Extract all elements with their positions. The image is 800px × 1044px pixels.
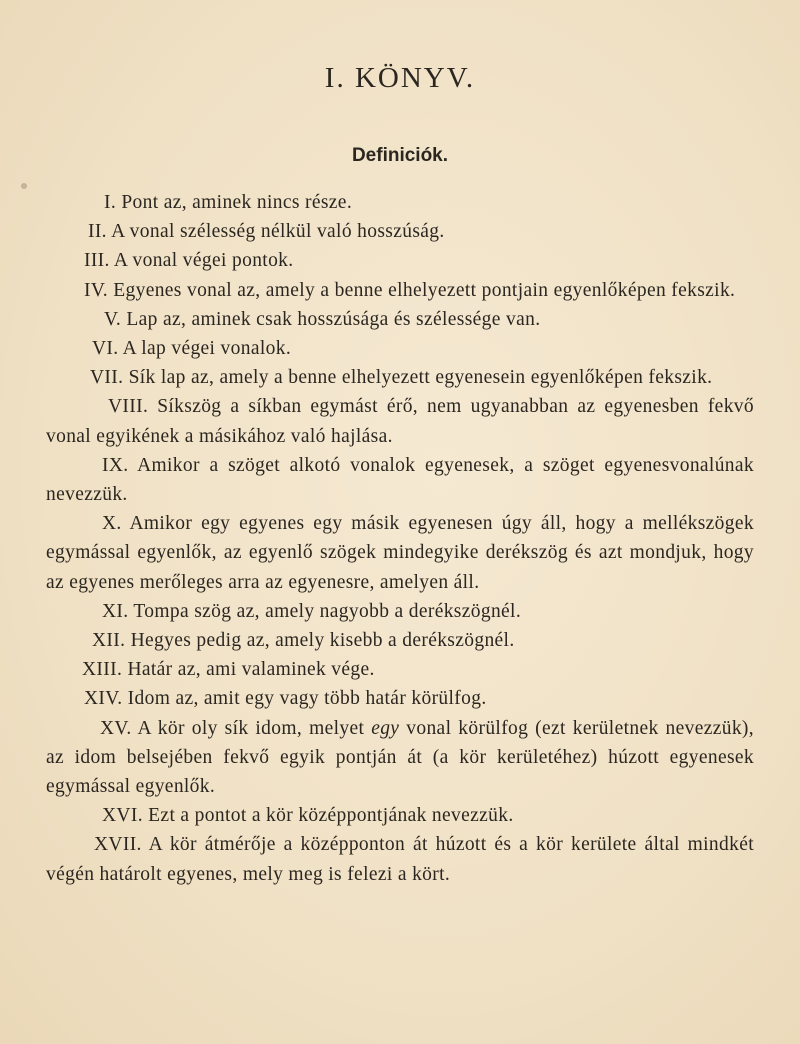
definition-number: V. (104, 308, 122, 330)
definition-text: A kör oly sík idom, melyet (137, 717, 372, 739)
definition-text: Ezt a pontot a kör középpontjának nevezzük. (148, 805, 514, 827)
definition-text: Sík lap az, amely a benne elhelyezett egyenesein egyenlőképen fekszik. (128, 367, 713, 389)
definition-item (46, 655, 754, 684)
definition-number: XIV. (84, 688, 123, 710)
definition-text: Egyenes vonal az, amely a benne elhelyezett pontjain egyenlőképen fekszik. (113, 279, 736, 301)
definitions-list (46, 188, 754, 889)
definition-number: XIII. (82, 659, 123, 681)
definition-number: II. (88, 221, 107, 243)
definition-number: XV. (100, 717, 132, 739)
section-heading: Definiciók. (351, 145, 449, 166)
definition-text: Lap az, aminek csak hosszúsága és szélessége van. (126, 308, 541, 330)
definition-number: X. (102, 513, 122, 535)
definition-text: Határ az, ami valaminek vége. (127, 659, 375, 681)
definition-text: A lap végei vonalok. (122, 338, 292, 360)
definition-item (46, 451, 754, 509)
definition-text: Tompa szög az, amely nagyobb a derékszögnél. (133, 600, 522, 622)
definition-text-continued: vonal körülfog (ezt kerületnek nevezzük), az idom belsejében fekvő egyik pontján át (a kör kerületéhez) húzott egyenesek egymással egyenlők. (46, 717, 754, 798)
definition-item (46, 392, 754, 450)
definition-text: Pont az, aminek nincs része. (121, 192, 353, 213)
definition-item (46, 509, 754, 597)
paper-speck (21, 183, 27, 189)
definition-text: Amikor egy egyenes egy másik egyenesen úgy áll, hogy a mellékszögek egymással egyenlők, az egyenlő szögek mindegyike derékszög és azt mondjuk, hogy az egyenes merőleges arra az egyenesre, amelyen áll. (46, 513, 754, 593)
definition-number: XVII. (94, 834, 142, 856)
definition-item (46, 626, 754, 655)
definition-item (46, 276, 754, 305)
definition-item (46, 363, 754, 392)
definition-text: Idom az, amit egy vagy több határ körülfog. (127, 688, 487, 710)
definition-item (46, 830, 754, 888)
definition-number: III. (84, 250, 110, 272)
definition-number: I. (104, 192, 117, 213)
definition-text: A vonal szélesség nélkül való hosszúság. (111, 221, 445, 243)
definition-item (46, 188, 754, 217)
definition-item (46, 217, 754, 246)
definition-number: VII. (90, 367, 124, 389)
definition-item (46, 305, 754, 334)
definition-number: XVI. (102, 805, 143, 827)
definition-number: XI. (102, 600, 129, 622)
definition-item (46, 246, 754, 275)
definition-item (46, 714, 754, 802)
definition-text: A vonal végei pontok. (113, 250, 294, 272)
definition-text: Síkszög a síkban egymást érő, nem ugyanabban az egyenesben fekvő vonal egyikének a másikához való hajlása. (46, 396, 754, 447)
definition-item (46, 597, 754, 626)
definition-text: Amikor a szöget alkotó vonalok egyenesek, a szöget egyenesvonalúnak nevezzük. (46, 454, 755, 506)
definition-number: IV. (84, 279, 108, 301)
definition-item (46, 334, 754, 363)
definition-item (46, 684, 754, 713)
definition-number: XII. (92, 630, 126, 652)
definition-number: IX. (102, 454, 129, 476)
definition-text: Hegyes pedig az, amely kisebb a derékszögnél. (130, 630, 515, 652)
definition-item (46, 801, 754, 830)
definition-text: A kör átmérője a középponton át húzott és a kör kerülete által mindkét végén határolt egyenes, mely meg is felezi a kört. (46, 834, 754, 885)
definition-number: VIII. (108, 396, 149, 418)
definition-number: VI. (92, 338, 119, 360)
definition-emphasis: egy (371, 717, 400, 739)
page-title: I. KÖNYV. (324, 62, 476, 94)
